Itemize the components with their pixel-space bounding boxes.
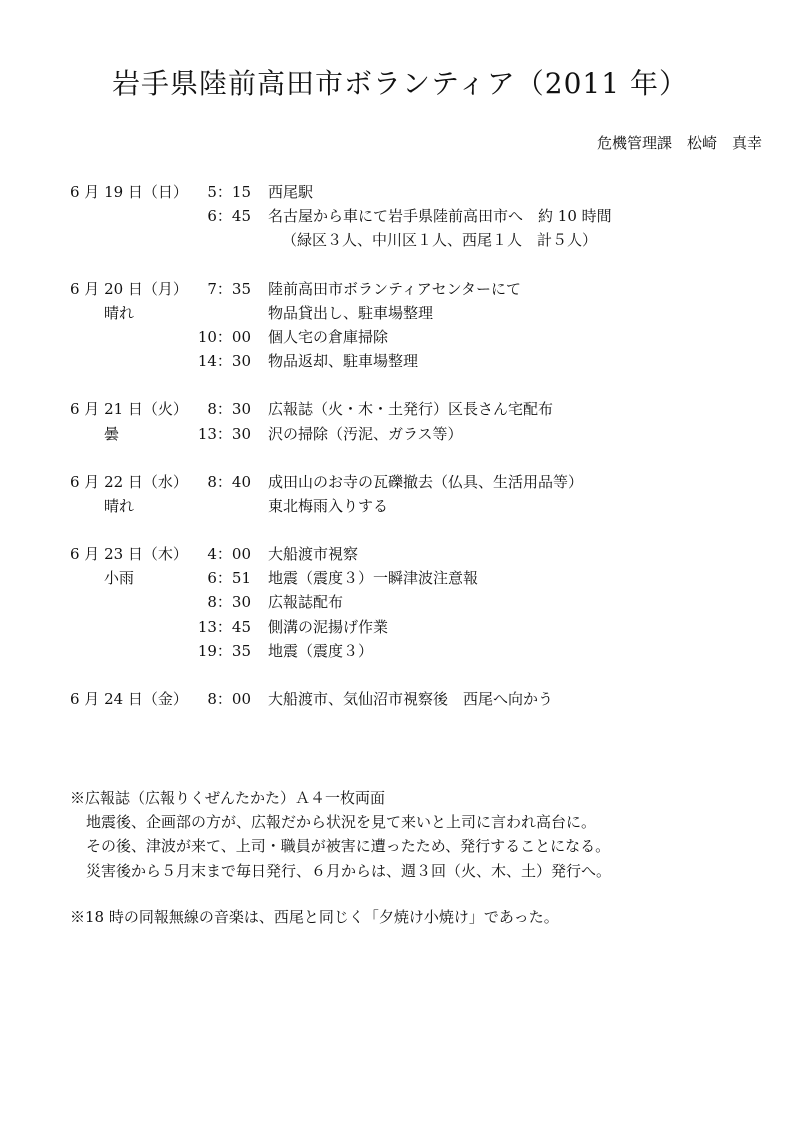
schedule-day bbox=[0, 542, 800, 663]
entry-activity: 個人宅の倉庫掃除 bbox=[268, 327, 389, 346]
entry-time: 6：45 bbox=[207, 207, 251, 226]
entry-activity: 側溝の泥揚げ作業 bbox=[268, 617, 389, 636]
entry-time: 19：35 bbox=[197, 641, 251, 660]
schedule-day bbox=[0, 397, 800, 445]
entry-date: 6 月 19 日（日） bbox=[70, 183, 188, 201]
schedule-entry bbox=[0, 639, 800, 663]
schedule-entry bbox=[0, 204, 800, 228]
entry-time: 10：00 bbox=[197, 327, 251, 346]
entry-activity: 物品貸出し、駐車場整理 bbox=[268, 303, 434, 322]
schedule-entry bbox=[0, 494, 800, 518]
entry-weather: 小雨 bbox=[104, 569, 135, 588]
entry-activity: 陸前高田市ボランティアセンターにて bbox=[268, 279, 522, 298]
koho-note-line-3: 災害後から５月末まで毎日発行、６月からは、週３回（火、木、土）発行へ。 bbox=[86, 861, 612, 880]
schedule-entry bbox=[0, 590, 800, 614]
entry-activity: 名古屋から車にて岩手県陸前高田市へ 約 10 時間 bbox=[268, 207, 612, 226]
entry-activity: 大船渡市視察 bbox=[268, 545, 359, 564]
schedule-day bbox=[0, 180, 800, 253]
schedule-entry bbox=[0, 349, 800, 373]
entry-date: 6 月 21 日（火） bbox=[70, 400, 188, 419]
music-note: ※18 時の同報無線の音楽は、西尾と同じく「夕焼け小焼け」であった。 bbox=[70, 907, 559, 926]
entry-time: 8：30 bbox=[207, 400, 251, 419]
entry-activity: 沢の掃除（汚泥、ガラス等） bbox=[268, 424, 463, 443]
schedule-entry bbox=[0, 397, 800, 421]
page-title: 岩手県陸前高田市ボランティア（2011 年） bbox=[112, 67, 688, 100]
schedule-entry bbox=[0, 470, 800, 494]
entry-time: 4：00 bbox=[207, 545, 251, 564]
schedule-entry bbox=[0, 615, 800, 639]
koho-note-header: ※広報誌（広報りくぜんたかた）Ａ４一枚両面 bbox=[70, 789, 386, 807]
schedule-entry bbox=[0, 325, 800, 349]
entry-time: 8：30 bbox=[207, 593, 251, 612]
entry-activity: 東北梅雨入りする bbox=[268, 496, 389, 515]
entry-activity: 西尾駅 bbox=[268, 183, 314, 201]
entry-activity: 物品返却、駐車場整理 bbox=[268, 352, 419, 371]
schedule bbox=[0, 180, 800, 735]
schedule-day bbox=[0, 687, 800, 711]
notes-section bbox=[70, 786, 770, 929]
entry-activity: 広報誌（火・木・土発行）区長さん宅配布 bbox=[268, 400, 554, 419]
schedule-day bbox=[0, 277, 800, 374]
entry-time: 13：45 bbox=[197, 617, 251, 636]
schedule-entry bbox=[0, 687, 800, 711]
schedule-entry bbox=[0, 180, 800, 204]
koho-note-line-2: その後、津波が来て、上司・職員が被害に遭ったため、発行することになる。 bbox=[86, 837, 611, 856]
koho-note-line-1: 地震後、企画部の方が、広報だから状況を見て来いと上司に言われ高台に。 bbox=[86, 813, 597, 832]
entry-time: 14：30 bbox=[197, 352, 251, 371]
entry-weather: 晴れ bbox=[104, 303, 135, 322]
entry-time: 7：35 bbox=[207, 279, 251, 298]
schedule-entry bbox=[0, 542, 800, 566]
entry-time: 5：15 bbox=[207, 183, 251, 201]
entry-time: 6：51 bbox=[207, 569, 251, 588]
entry-time: 13：30 bbox=[197, 424, 251, 443]
entry-date: 6 月 23 日（木） bbox=[70, 545, 188, 564]
entry-activity: 広報誌配布 bbox=[268, 593, 344, 612]
entry-date: 6 月 24 日（金） bbox=[70, 690, 188, 708]
schedule-entry bbox=[0, 301, 800, 325]
entry-time: 8：40 bbox=[207, 472, 251, 491]
entry-activity: （緑区３人、中川区１人、西尾１人 計５人） bbox=[282, 231, 598, 250]
author-line: 危機管理課 松崎 真幸 bbox=[596, 134, 762, 152]
schedule-entry bbox=[0, 422, 800, 446]
schedule-entry bbox=[0, 566, 800, 590]
entry-activity: 成田山のお寺の瓦礫撤去（仏具、生活用品等） bbox=[268, 472, 584, 491]
entry-weather: 晴れ bbox=[104, 496, 135, 515]
schedule-entry bbox=[0, 228, 800, 252]
entry-activity: 地震（震度３）一瞬津波注意報 bbox=[268, 569, 479, 588]
entry-weather: 曇 bbox=[104, 424, 120, 443]
entry-activity: 地震（震度３） bbox=[268, 641, 374, 660]
entry-date: 6 月 20 日（月） bbox=[70, 279, 188, 298]
entry-activity: 大船渡市、気仙沼市視察後 西尾へ向かう bbox=[268, 690, 554, 708]
schedule-day bbox=[0, 470, 800, 518]
entry-date: 6 月 22 日（水） bbox=[70, 472, 188, 491]
schedule-entry bbox=[0, 277, 800, 301]
entry-time: 8：00 bbox=[207, 690, 251, 708]
